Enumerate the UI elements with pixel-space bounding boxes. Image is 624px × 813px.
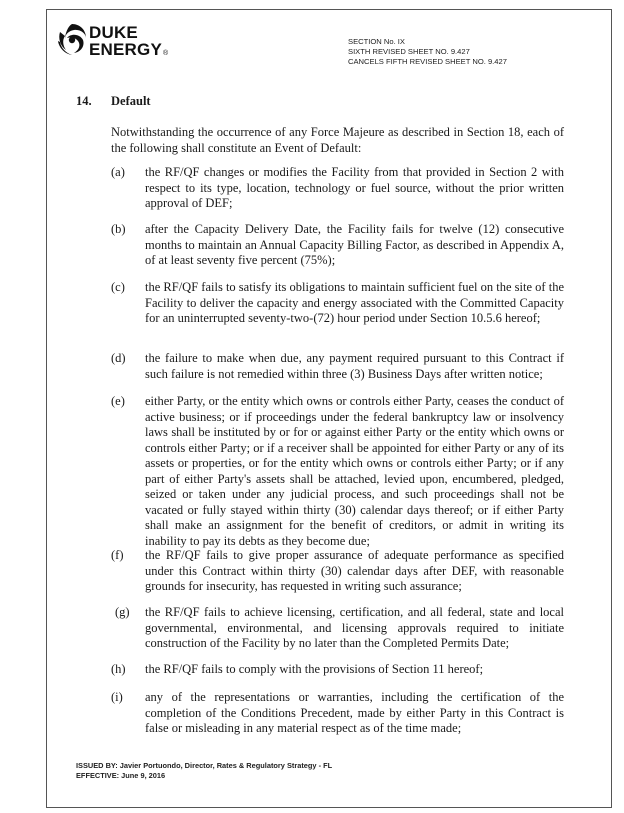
- section-number: 14.: [76, 94, 92, 108]
- item-b-text: after the Capacity Delivery Date, the Facility fails for twelve (12) consecutive months to maintain an Annual Capacity Billing Factor, as described in Appendix A, of at least seventy five percent (75%);: [145, 222, 564, 267]
- item-g-text: the RF/QF fails to achieve licensing, certification, and all federal, state and local governmental, environmental, and licensing approvals required to initiate construction of the Facility by no later than the Completed Permits Date;: [145, 605, 564, 650]
- item-c-text: the RF/QF fails to satisfy its obligations to maintain sufficient fuel on the site of the Facility to deliver the capacity and energy associated with the Committed Capacity for an uninterrupted seventy-two-(72) hour period under Section 10.5.6 hereof;: [145, 280, 564, 325]
- item-i-text: any of the representations or warranties, including the certification of the completion of the Conditions Precedent, made by either Party in this Contract is false or misleading in any material respect as of the time made;: [145, 690, 564, 735]
- duke-energy-swirl-icon: [55, 22, 89, 56]
- item-e-label: (e): [111, 394, 125, 408]
- item-i-label: (i): [111, 690, 123, 704]
- item-a-text: the RF/QF changes or modifies the Facility from that provided in Section 2 with respect to its type, location, technology or fuel source, without the prior written approval of DEF;: [145, 165, 564, 210]
- item-e-text: either Party, or the entity which owns or controls either Party, ceases the conduct of active business; or if proceedings under the federal bankruptcy law or insolvency laws shall be instituted by or for or against either Party or the entity which owns or controls either Party; or if a receiver shall be appointed for either Party or any of its assets or properties, or for the entity which owns or controls either Party; or if any part of either Party's assets shall be attached, levied upon, encumbered, pledged, seized or taken under any judicial process, and such proceedings shall not be vacated or fully stayed within thirty (30) calendar days thereof; or if either Party shall make an assignment for the benefit of creditors, or admit in writing its inability to pay its debts as they become due;: [145, 394, 564, 548]
- section-title: Default: [111, 94, 151, 108]
- item-f-label: (f): [111, 548, 124, 562]
- item-g-label: (g): [115, 605, 130, 619]
- section-number-line: SECTION No. IX: [348, 37, 405, 46]
- item-f-text: the RF/QF fails to give proper assurance of adequate performance as specified under this Contract within thirty (30) calendar days after DEF, with reasonable grounds for insecurity, has requested in writing such assurance;: [145, 548, 564, 593]
- item-h-label: (h): [111, 662, 126, 676]
- item-d-text: the failure to make when due, any payment required pursuant to this Contract if such failure is not remedied within three (3) Business Days after written notice;: [145, 351, 564, 381]
- logo-line-duke: DUKE: [89, 23, 138, 42]
- logo-registered-mark: ®: [163, 50, 169, 57]
- item-h-text: the RF/QF fails to comply with the provisions of Section 11 hereof;: [145, 662, 484, 676]
- item-d-label: (d): [111, 351, 126, 365]
- cancels-sheet-line: CANCELS FIFTH REVISED SHEET NO. 9.427: [348, 57, 507, 66]
- logo-line-energy: ENERGY: [89, 40, 162, 59]
- sheet-info-block: [348, 37, 507, 67]
- revised-sheet-line: SIXTH REVISED SHEET NO. 9.427: [348, 47, 470, 56]
- item-a-label: (a): [111, 165, 125, 179]
- issued-by-line: ISSUED BY: Javier Portuondo, Director, Rates & Regulatory Strategy - FL: [76, 761, 333, 770]
- effective-date-line: EFFECTIVE: June 9, 2016: [76, 771, 166, 780]
- duke-energy-logo: [55, 22, 195, 70]
- section-intro: Notwithstanding the occurrence of any Force Majeure as described in Section 18, each of the following shall constitute an Event of Default:: [111, 125, 564, 155]
- item-c-label: (c): [111, 280, 125, 294]
- item-b-label: (b): [111, 222, 126, 236]
- footer-block: [76, 761, 332, 781]
